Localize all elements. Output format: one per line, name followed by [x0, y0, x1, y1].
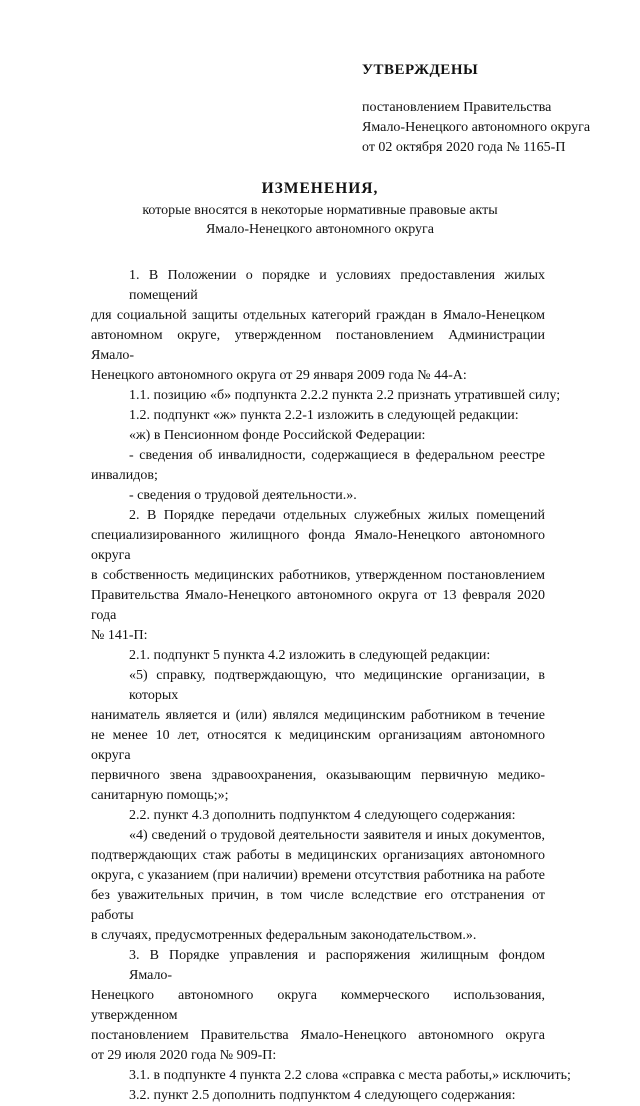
body-line: «ж) в Пенсионном фонде Российской Федерации: [129, 428, 426, 443]
body-line: «5) справку, подтверждающую, что медицинские организации, в которых [129, 668, 545, 703]
body-line: подтверждающих стаж работы в медицинских организациях автономного [91, 848, 545, 863]
body-line: 1.2. подпункт «ж» пункта 2.2-1 изложить в следующей редакции: [129, 408, 519, 423]
body-line: «4) сведений о трудовой деятельности заявителя и иных документов, [129, 828, 545, 843]
body-line: Ненецкого автономного округа от 29 января 2009 года № 44-А: [91, 368, 467, 383]
body-line: Правительства Ямало-Ненецкого автономного округа от 13 февраля 2020 года [91, 588, 545, 623]
body-line: автономном округе, утвержденном постановлением Администрации Ямало- [91, 328, 545, 363]
body-line: - сведения о трудовой деятельности.». [129, 488, 357, 503]
body-line: для социальной защиты отдельных категорий граждан в Ямало-Ненецком [91, 308, 545, 323]
body-line: инвалидов; [91, 468, 158, 483]
body-line: 3.1. в подпункте 4 пункта 2.2 слова «справка с места работы,» исключить; [129, 1068, 571, 1083]
document-subtitle [0, 201, 640, 239]
subtitle-line: Ямало-Ненецкого автономного округа [205, 222, 435, 237]
body-line: № 141-П: [91, 628, 148, 643]
approved-by-line: Ямало-Ненецкого автономного округа [362, 120, 591, 135]
body-line: 2. В Порядке передачи отдельных служебных жилых помещений [129, 508, 545, 523]
body-line: - сведения об инвалидности, содержащиеся в федеральном реестре [129, 448, 545, 463]
document-title: ИЗМЕНЕНИЯ, [261, 180, 379, 197]
body-line: санитарную помощь;»; [91, 788, 229, 803]
approved-title: УТВЕРЖДЕНЫ [362, 62, 479, 78]
subtitle-line: которые вносятся в некоторые нормативные правовые акты [142, 203, 498, 218]
approved-by-block [362, 98, 590, 158]
body-line: 2.1. подпункт 5 пункта 4.2 изложить в следующей редакции: [129, 648, 491, 663]
body-line: 1.1. позицию «б» подпункта 2.2.2 пункта 2.2 признать утратившей силу; [129, 388, 561, 403]
body-line: 3. В Порядке управления и распоряжения жилищным фондом Ямало- [129, 948, 545, 983]
body-line: 3.2. пункт 2.5 дополнить подпунктом 4 следующего содержания: [129, 1088, 516, 1103]
body-line: не менее 10 лет, относятся к медицинским организациям автономного округа [91, 728, 545, 763]
approved-by-line: постановлением Правительства [362, 100, 552, 115]
body-line: наниматель является и (или) являлся медицинским работником в течение [91, 708, 545, 723]
body-line: в случаях, предусмотренных федеральным законодательством.». [91, 928, 477, 943]
body-line: округа, с указанием (при наличии) времени отсутствия работника на работе [91, 868, 545, 883]
body-line: Ненецкого автономного округа коммерческого использования, утвержденном [91, 988, 545, 1023]
body-line: в собственность медицинских работников, утвержденном постановлением [91, 568, 545, 583]
document-body [91, 266, 571, 1106]
body-line: от 29 июля 2020 года № 909-П: [91, 1048, 277, 1063]
body-line: специализированного жилищного фонда Ямало-Ненецкого автономного округа [91, 528, 545, 563]
approved-by-line: от 02 октября 2020 года № 1165-П [362, 140, 566, 155]
body-line: 2.2. пункт 4.3 дополнить подпунктом 4 следующего содержания: [129, 808, 516, 823]
body-line: 1. В Положении о порядке и условиях предоставления жилых помещений [129, 268, 545, 303]
body-line: постановлением Правительства Ямало-Ненецкого автономного округа [91, 1028, 545, 1043]
body-line: первичного звена здравоохранения, оказывающим первичную медико- [91, 768, 545, 783]
body-line: без уважительных причин, в том числе вследствие его отстранения от работы [91, 888, 545, 923]
